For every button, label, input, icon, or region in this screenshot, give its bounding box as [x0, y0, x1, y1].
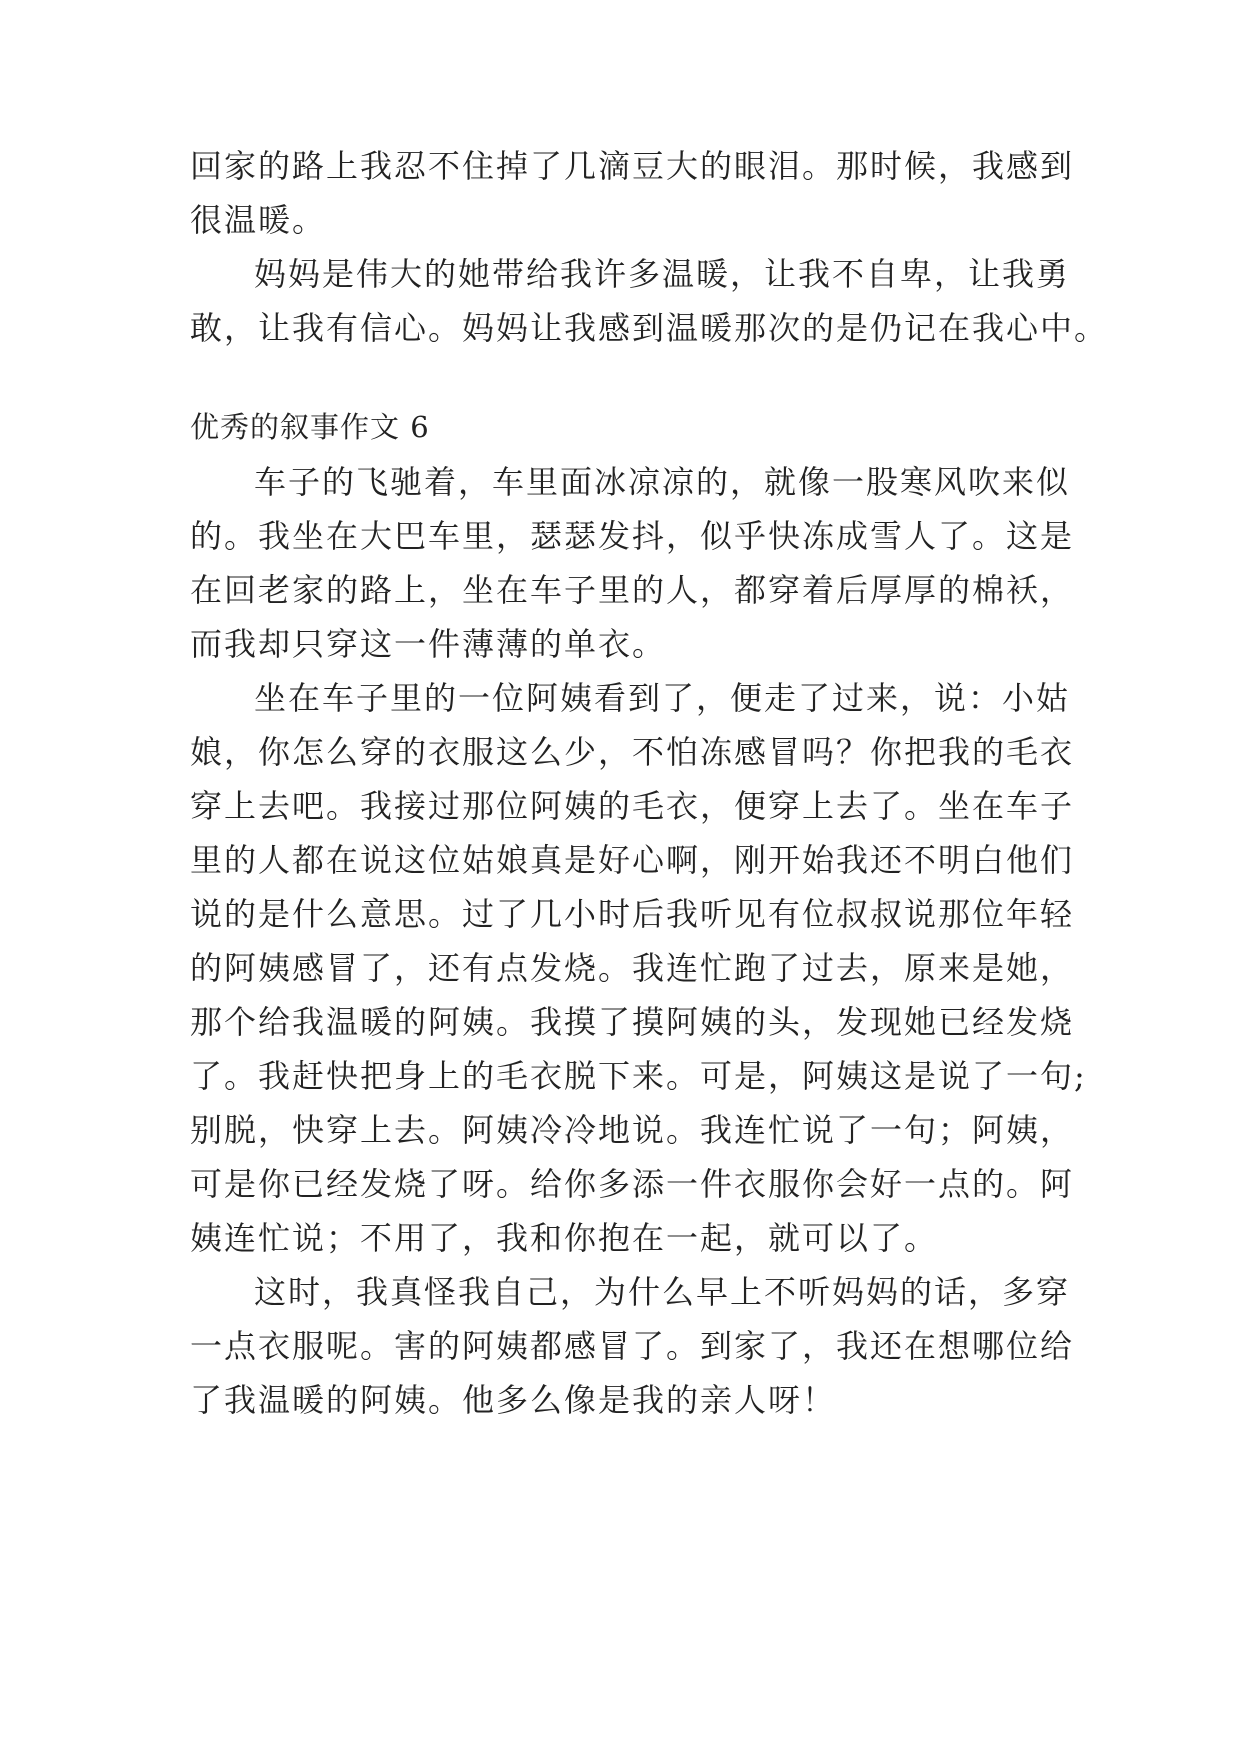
paragraph-line: 坐在车子里的一位阿姨看到了，便走了过来，说：小姑 [254, 679, 1071, 717]
paragraph-line: 姨连忙说；不用了，我和你抱在一起，就可以了。 [190, 1219, 939, 1257]
paragraph-line: 这时，我真怪我自己，为什么早上不听妈妈的话，多穿 [254, 1273, 1071, 1311]
paragraph-line: 了我温暖的阿姨。他多么像是我的亲人呀！ [190, 1381, 837, 1419]
paragraph-line: 一点衣服呢。害的阿姨都感冒了。到家了，我还在想哪位给 [190, 1327, 1075, 1365]
paragraph-line: 里的人都在说这位姑娘真是好心啊，刚开始我还不明白他们 [190, 841, 1075, 879]
paragraph-line: 妈妈是伟大的她带给我许多温暖，让我不自卑，让我勇 [254, 255, 1071, 293]
paragraph-line: 而我却只穿这一件薄薄的单衣。 [190, 625, 667, 663]
paragraph-line: 在回老家的路上，坐在车子里的人，都穿着后厚厚的棉袄， [190, 571, 1075, 609]
paragraph-line: 敢，让我有信心。妈妈让我感到温暖那次的是仍记在我心中。 [190, 309, 1109, 347]
paragraph-line: 穿上去吧。我接过那位阿姨的毛衣，便穿上去了。坐在车子 [190, 787, 1075, 825]
section-heading: 优秀的叙事作文 6 [190, 410, 430, 444]
paragraph-line: 的。我坐在大巴车里，瑟瑟发抖，似乎快冻成雪人了。这是 [190, 517, 1075, 555]
paragraph-line: 车子的飞驰着，车里面冰凉凉的，就像一股寒风吹来似 [254, 463, 1071, 501]
paragraph-line: 说的是什么意思。过了几小时后我听见有位叔叔说那位年轻 [190, 895, 1075, 933]
paragraph-line: 回家的路上我忍不住掉了几滴豆大的眼泪。那时候，我感到 [190, 147, 1075, 185]
paragraph-line: 娘，你怎么穿的衣服这么少，不怕冻感冒吗？你把我的毛衣 [190, 733, 1075, 771]
paragraph-line: 那个给我温暖的阿姨。我摸了摸阿姨的头，发现她已经发烧 [190, 1003, 1075, 1041]
paragraph-line: 的阿姨感冒了，还有点发烧。我连忙跑了过去，原来是她， [190, 949, 1075, 987]
paragraph-line: 别脱，快穿上去。阿姨冷冷地说。我连忙说了一句；阿姨， [190, 1111, 1075, 1149]
paragraph-line: 了。我赶快把身上的毛衣脱下来。可是，阿姨这是说了一句; [190, 1057, 1087, 1095]
paragraph-line: 可是你已经发烧了呀。给你多添一件衣服你会好一点的。阿 [190, 1165, 1075, 1203]
paragraph-line: 很温暖。 [190, 201, 327, 239]
